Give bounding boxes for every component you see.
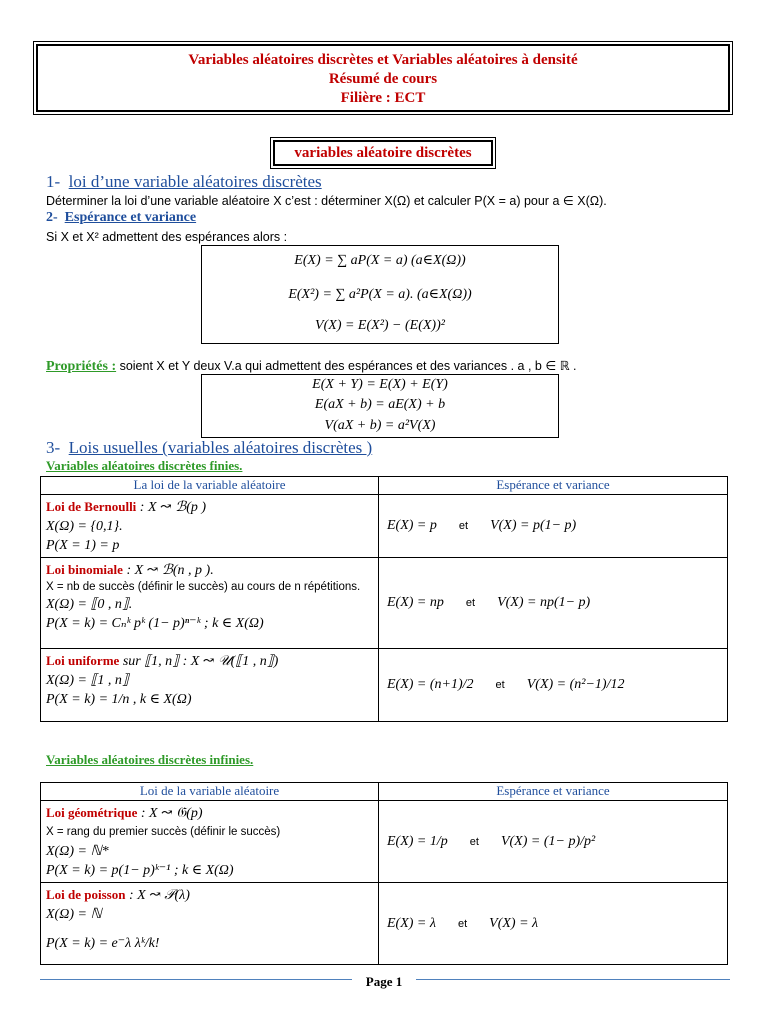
geometric-expectation: E(X) = 1/p bbox=[387, 833, 448, 849]
poisson-law-cell bbox=[41, 883, 379, 965]
geometric-moments-cell bbox=[379, 801, 728, 883]
et-label: et bbox=[469, 835, 479, 848]
poisson-expectation: E(X) = λ bbox=[387, 915, 436, 931]
geometric-probability: P(X = k) = p(1− p)ᵏ⁻¹ ; k ∈ X(Ω) bbox=[46, 863, 234, 878]
formula-variance: V(X) = E(X²) − (E(X))² bbox=[315, 318, 445, 333]
uniform-expectation: E(X) = (n+1)/2 bbox=[387, 677, 474, 692]
poisson-support: X(Ω) = ℕ bbox=[46, 907, 102, 922]
bernoulli-probability: P(X = 1) = p bbox=[46, 538, 120, 553]
expectation-formula-box bbox=[201, 245, 559, 344]
table-row bbox=[41, 649, 728, 722]
binomial-support: X(Ω) = ⟦0 , n⟧. bbox=[46, 597, 133, 612]
uniform-notation: sur ⟦1, n⟧ : X ↝ 𝒰(⟦1 , n⟧) bbox=[119, 654, 279, 669]
infinite-laws-table bbox=[40, 782, 728, 965]
et-label: et bbox=[458, 520, 469, 532]
properties-label: Propriétés : bbox=[46, 359, 117, 374]
property-variance-affine: V(aX + b) = a²V(X) bbox=[324, 418, 436, 433]
property-linearity-affine: E(aX + b) = aE(X) + b bbox=[314, 397, 446, 412]
title-line-3: Filière : ECT bbox=[340, 90, 426, 106]
formula-second-moment: E(X²) = ∑ a²P(X = a). (a∈X(Ω)) bbox=[288, 287, 472, 302]
poisson-name: Loi de poisson bbox=[46, 887, 126, 902]
section-2-heading bbox=[46, 210, 196, 226]
uniform-support: X(Ω) = ⟦1 , n⟧ bbox=[46, 673, 129, 688]
poisson-notation: : X ↝ 𝒫(λ) bbox=[125, 888, 190, 903]
finite-laws-table bbox=[40, 476, 728, 722]
et-label: et bbox=[495, 679, 505, 691]
bernoulli-law-cell bbox=[41, 495, 379, 558]
bernoulli-moments-cell bbox=[379, 495, 728, 558]
bernoulli-support: X(Ω) = {0,1}. bbox=[46, 519, 123, 534]
table1-header-moments: Espérance et variance bbox=[379, 477, 728, 495]
uniform-moments-cell bbox=[379, 649, 728, 722]
geometric-law-cell bbox=[41, 801, 379, 883]
bernoulli-variance: V(X) = p(1− p) bbox=[490, 518, 577, 533]
section-2-intro: Si X et X² admettent des espérances alors : bbox=[46, 230, 288, 244]
poisson-variance: V(X) = λ bbox=[489, 915, 539, 931]
section-3-heading bbox=[46, 438, 372, 458]
table2-header-law: Loi de la variable aléatoire bbox=[41, 783, 379, 801]
section-3-title: Lois usuelles (variables aléatoires discrètes ) bbox=[68, 438, 373, 457]
section-2-title: Espérance et variance bbox=[64, 210, 197, 225]
uniform-law-cell bbox=[41, 649, 379, 722]
uniform-name: Loi uniforme bbox=[46, 653, 120, 668]
bernoulli-expectation: E(X) = p bbox=[387, 518, 437, 533]
binomial-name: Loi binomiale bbox=[46, 562, 123, 577]
bernoulli-name: Loi de Bernoulli bbox=[46, 499, 137, 514]
section-1-title: loi d’une variable aléatoires discrètes bbox=[68, 172, 322, 191]
binomial-law-cell bbox=[41, 558, 379, 649]
finite-label: Variables aléatoires discrètes finies. bbox=[46, 458, 243, 473]
properties-text: soient X et Y deux V.a qui admettent des espérances et des variances . a , b ∈ ℝ . bbox=[116, 359, 577, 373]
table-row bbox=[41, 801, 728, 883]
geometric-name: Loi géométrique bbox=[46, 805, 138, 820]
properties-formula-box bbox=[201, 374, 559, 438]
section-1-heading bbox=[46, 172, 322, 192]
title-line-1: Variables aléatoires discrètes et Variables aléatoires à densité bbox=[188, 52, 578, 68]
table1-header-law: La loi de la variable aléatoire bbox=[41, 477, 379, 495]
infinite-label: Variables aléatoires discrètes infinies. bbox=[46, 752, 254, 767]
binomial-variance: V(X) = np(1− p) bbox=[497, 595, 591, 610]
binomial-probability: P(X = k) = Cₙᵏ pᵏ (1− p)ⁿ⁻ᵏ ; k ∈ X(Ω) bbox=[46, 616, 264, 631]
property-linearity-sum: E(X + Y) = E(X) + E(Y) bbox=[312, 377, 448, 392]
title-box bbox=[36, 44, 730, 112]
section-2-number: 2- bbox=[46, 210, 58, 225]
poisson-probability: P(X = k) = e⁻λ λᵏ/k! bbox=[46, 936, 160, 951]
binomial-expectation: E(X) = np bbox=[387, 595, 444, 610]
uniform-variance: V(X) = (n²−1)/12 bbox=[526, 677, 625, 692]
table-row bbox=[41, 883, 728, 965]
formula-expectation: E(X) = ∑ aP(X = a) (a∈X(Ω)) bbox=[294, 253, 466, 268]
uniform-probability: P(X = k) = 1/n , k ∈ X(Ω) bbox=[46, 692, 192, 707]
page-number: Page 1 bbox=[352, 974, 416, 989]
title-line-2: Résumé de cours bbox=[328, 71, 438, 87]
geometric-description: X = rang du premier succès (définir le succès) bbox=[46, 826, 281, 838]
poisson-moments-cell bbox=[379, 883, 728, 965]
geometric-notation: : X ↝ 𝔊(p) bbox=[137, 806, 203, 821]
geometric-variance: V(X) = (1− p)/p² bbox=[500, 833, 596, 849]
et-label: et bbox=[457, 917, 468, 930]
section-label: variables aléatoire discrètes bbox=[273, 140, 493, 166]
section-1-text: Déterminer la loi d’une variable aléatoire X c’est : déterminer X(Ω) et calculer P(X = a) pour a ∈ X(Ω). bbox=[46, 194, 607, 208]
section-3-number: 3- bbox=[46, 438, 61, 457]
table2-header-moments: Espérance et variance bbox=[379, 783, 728, 801]
properties-line bbox=[46, 358, 577, 375]
table-row bbox=[41, 495, 728, 558]
geometric-support: X(Ω) = ℕ* bbox=[46, 844, 109, 859]
binomial-moments-cell bbox=[379, 558, 728, 649]
table-row bbox=[41, 558, 728, 649]
bernoulli-notation: : X ↝ ℬ(p ) bbox=[136, 500, 207, 515]
binomial-notation: : X ↝ ℬ(n , p ). bbox=[122, 563, 214, 578]
et-label: et bbox=[465, 597, 476, 609]
footer bbox=[0, 974, 768, 990]
binomial-description: X = nb de succès (définir le succès) au cours de n répétitions. bbox=[46, 581, 361, 593]
section-1-number: 1- bbox=[46, 172, 61, 191]
